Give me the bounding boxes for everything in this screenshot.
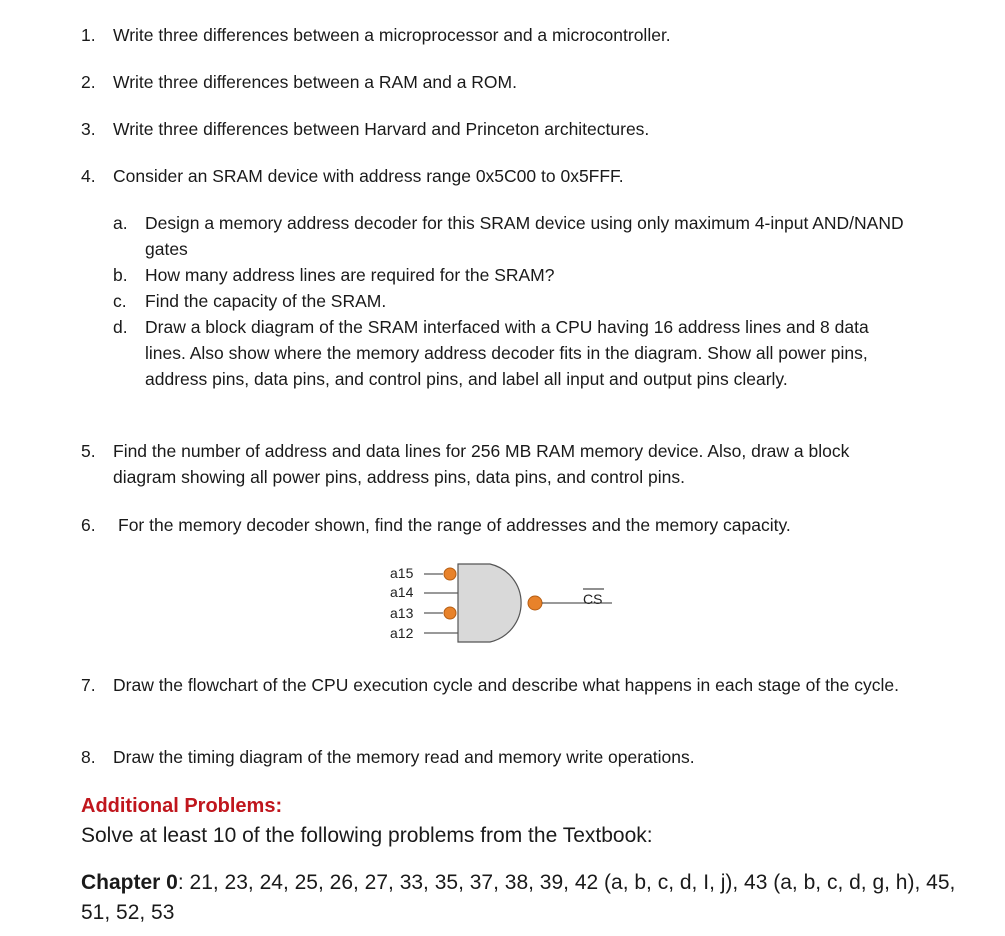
chapter-label: Chapter 0 [81, 871, 178, 894]
additional-problems-heading: Additional Problems: [81, 795, 283, 817]
question-number: 7. [81, 675, 96, 695]
question-text: Find the number of address and data lines for 256 MB RAM memory device. Also, draw a block diagram showing all power pins, address pins, data pins, and control pins. [113, 441, 850, 487]
question-text: Consider an SRAM device with address range 0x5C00 to 0x5FFF. [113, 166, 624, 186]
question-text: Write three differences between Harvard and Princeton architectures. [113, 119, 650, 139]
output-label-cs: CS [583, 591, 603, 607]
decoder-diagram [0, 558, 1005, 648]
question-text: Draw the flowchart of the CPU execution cycle and describe what happens in each stage of the cycle. [113, 675, 899, 695]
question-text: Draw the timing diagram of the memory read and memory write operations. [113, 747, 695, 767]
input-label-a12: a12 [390, 625, 414, 641]
question-text: Write three differences between a microprocessor and a microcontroller. [113, 25, 671, 45]
question-text: For the memory decoder shown, find the range of addresses and the memory capacity. [118, 515, 791, 535]
question-number: 5. [81, 441, 96, 461]
part-text: Design a memory address decoder for this SRAM device using only maximum 4-input AND/NAND gates [145, 213, 904, 259]
part-text: Find the capacity of the SRAM. [145, 291, 387, 311]
question-number: 2. [81, 72, 96, 92]
question-number: 3. [81, 119, 96, 139]
question-number: 4. [81, 166, 96, 186]
inversion-bubble-a15 [444, 568, 456, 580]
input-label-a14: a14 [390, 584, 414, 600]
question-number: 1. [81, 25, 96, 45]
question-number: 6. [81, 515, 96, 535]
part-text: How many address lines are required for the SRAM? [145, 265, 555, 285]
output-inversion-bubble [528, 596, 542, 610]
and-gate-body [458, 564, 521, 642]
part-letter: b. [113, 265, 128, 285]
chapter-problem-list [81, 868, 961, 928]
question-number: 8. [81, 747, 96, 767]
part-letter: d. [113, 317, 128, 337]
question-text: Write three differences between a RAM and a ROM. [113, 72, 517, 92]
part-text: Draw a block diagram of the SRAM interfaced with a CPU having 16 address lines and 8 data lines. Also show where the memory address decoder fits in the diagram. Show all power pins, address pins, data pins, and control pins, and label all input and output pins clearly. [145, 317, 869, 389]
part-letter: c. [113, 291, 127, 311]
inversion-bubble-a13 [444, 607, 456, 619]
part-letter: a. [113, 213, 128, 233]
input-label-a15: a15 [390, 565, 414, 581]
input-label-a13: a13 [390, 605, 414, 621]
additional-intro: Solve at least 10 of the following problems from the Textbook: [81, 824, 653, 847]
chapter-problems: : 21, 23, 24, 25, 26, 27, 33, 35, 37, 38, 39, 42 (a, b, c, d, I, j), 43 (a, b, c, d, g, h), 45, 51, 52, 53 [81, 871, 956, 924]
